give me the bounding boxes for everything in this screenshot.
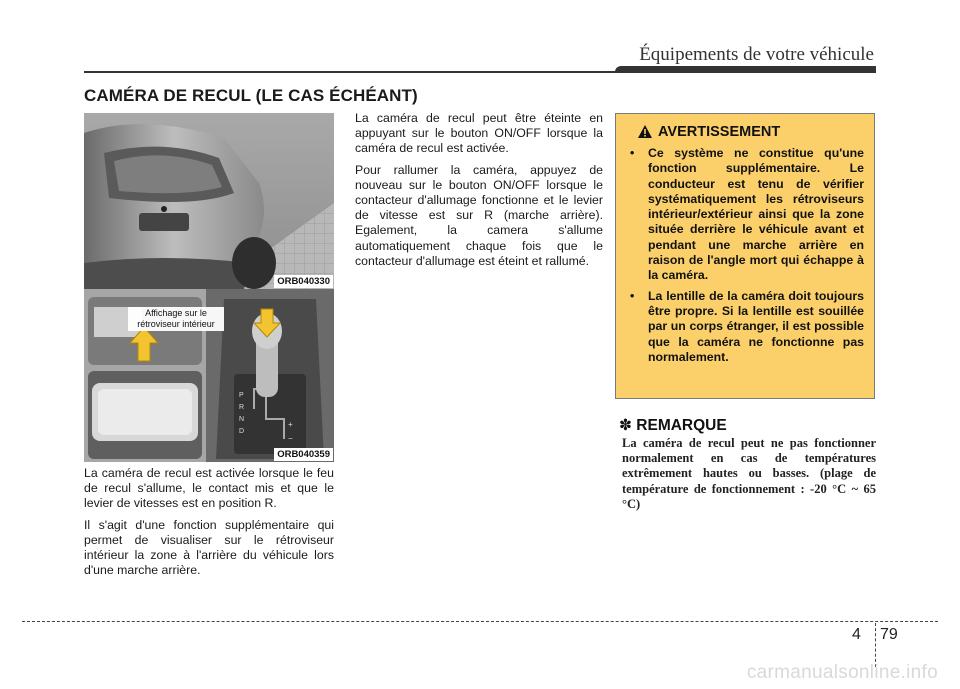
photo-code-bottom: ORB040359 <box>274 448 333 461</box>
gear-label-d: D <box>239 428 245 435</box>
mirror-display-callout <box>128 307 224 331</box>
warning-title: AVERTISSEMENT <box>658 124 781 140</box>
note-body: La caméra de recul peut ne pas fonctionner normalement en cas de températures extrêmement hautes ou basses. (plage de température de fonctionnement : -20 °C ~ 65 °C) <box>622 436 876 511</box>
note-title: ✽ REMARQUE <box>619 417 727 434</box>
middle-column <box>355 111 603 275</box>
gear-label-n: N <box>239 416 245 423</box>
warning-item-2: • La lentille de la caméra doit toujours être propre. Si la lentille est souillée par un corps étranger, il est possible que la caméra ne fonctionne pas normalement. <box>626 289 864 365</box>
left-column <box>84 466 334 584</box>
chapter-header-title: Équipements de votre véhicule <box>639 44 874 65</box>
callout-line-2: rétroviseur intérieur <box>137 319 215 329</box>
warning-list <box>626 146 864 370</box>
chapter-number: 4 <box>852 626 861 643</box>
gear-label-r: R <box>239 404 245 411</box>
middle-paragraph-1: La caméra de recul peut être éteinte en appuyant sur le bouton ON/OFF lorsque la caméra de recul est activée. <box>355 111 603 156</box>
gear-label-minus: − <box>288 434 293 443</box>
section-title: CAMÉRA DE RECUL (LE CAS ÉCHÉANT) <box>84 86 418 105</box>
car-rear-illustration <box>84 113 334 289</box>
warning-item-1: • Ce système ne constitue qu'une fonction supplémentaire. Le conducteur est tenu de vérifier systématiquement les rétroviseurs intérieur/extérieur ainsi que la zone située derrière le véhicule avant et pendant une marche arrière en raison de l'angle mort qui échappe à la caméra. <box>626 146 864 284</box>
middle-paragraph-2: Pour rallumer la caméra, appuyez de nouveau sur le bouton ON/OFF lorsque le contacteur d'allumage fonctionne et le levier de vitesse est sur R (marche arrière). Egalement, la camera s'allume automatiquement chaque fois que le contacteur d'allumage est éteint et rallumé. <box>355 162 603 268</box>
page-number: 79 <box>880 626 898 643</box>
car-rear-photo <box>84 113 334 289</box>
warning-box <box>615 113 875 399</box>
warning-triangle-icon <box>638 125 652 142</box>
footer-divider <box>875 623 876 667</box>
left-paragraph-2: Il s'agit d'une fonction supplémentaire qui permet de visualiser sur le rétroviseur intérieur la zone à l'arrière du véhicule lors d'une marche arrière. <box>84 517 334 578</box>
photo-code-top: ORB040330 <box>274 275 333 288</box>
watermark: carmanualsonline.info <box>746 662 938 683</box>
header-rule-accent <box>615 66 876 72</box>
callout-line-1: Affichage sur le <box>145 308 207 318</box>
left-paragraph-1: La caméra de recul est activée lorsque le feu de recul s'allume, le contact mis et que le levier de vitesses est en position R. <box>84 466 334 511</box>
warning-heading <box>638 124 780 142</box>
footer-rule <box>22 621 938 622</box>
gear-label-plus: + <box>288 420 293 429</box>
gear-label-p: P <box>239 392 244 399</box>
